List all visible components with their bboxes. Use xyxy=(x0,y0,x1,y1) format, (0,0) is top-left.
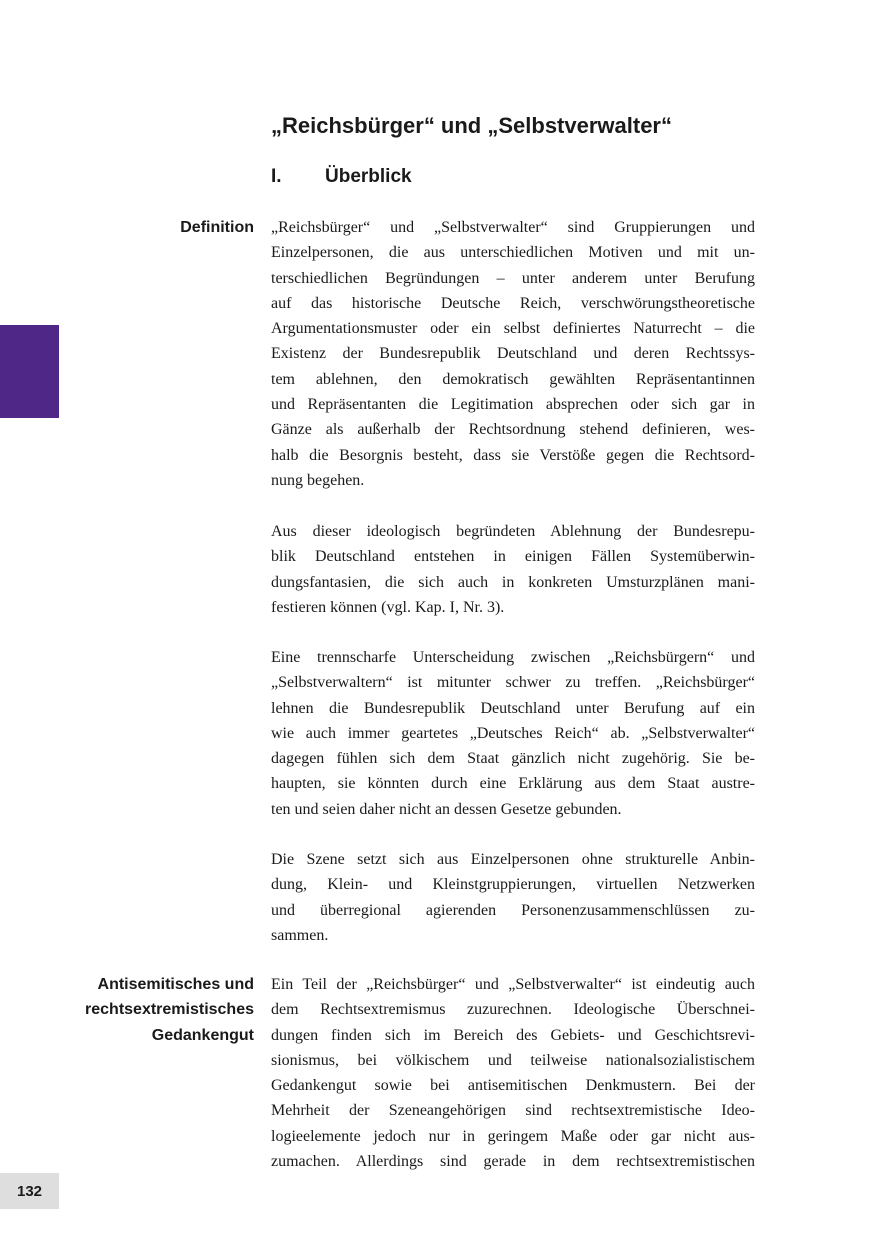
section-title: Überblick xyxy=(325,166,412,187)
margin-label-definition: Definition xyxy=(180,219,254,236)
paragraph-scene: Die Szene setzt sich aus Einzelpersonen ohne strukturelle Anbin- dung, Klein- und Kleinstgruppierungen, virtuellen Netzwerken und überregional agierenden Personenzusammenschlüssen zu- sammen. xyxy=(271,851,755,944)
paragraph-ideology: Aus dieser ideologisch begründeten Ablehnung der Bundesrepu- blik Deutschland entstehen in einigen Fällen Systemüberwin- dungsfantasien, die sich auch in konkreten Umsturzplänen mani- festieren können (vgl. Kap. I, Nr. 3). xyxy=(271,523,755,616)
paragraph-definition: „Reichsbürger“ und „Selbstverwalter“ sind Gruppierungen und Einzelpersonen, die aus unterschiedlichen Motiven und mit un- terschiedlichen Begründungen – unter anderem unter Berufung auf das historische Deutsche Reich, verschwörungstheoretische Argumentationsmuster oder ein selbst definiertes Naturrecht – die Existenz der Bundesrepublik Deutschland und deren Rechtssys- tem ablehnen, den demokratisch gewählten Repräsentantinnen und Repräsentanten die Legitimation absprechen oder sich gar in Gänze als außerhalb der Rechtsordnung stehend definieren, wes- halb die Besorgnis besteht, dass sie Verstöße gegen die Rechtsord- nung begehen. xyxy=(271,219,755,489)
section-number: I. xyxy=(271,166,282,187)
margin-label-antisemitism: Antisemitisches und rechtsextremistisches Gedankengut xyxy=(85,976,254,1044)
paragraph-distinction: Eine trennscharfe Unterscheidung zwischen „Reichsbürgern“ und „Selbstverwaltern“ ist mitunter schwer zu treffen. „Reichsbürger“ lehnen die Bundesrepublik Deutschland unter Berufung auf ein wie auch immer geartetes „Deutsches Reich“ ab. „Selbstverwalter“ dagegen fühlen sich dem Staat gänzlich nicht zugehörig. Sie be- haupten, sie könnten durch eine Erklärung aus dem Staat austre- ten und seien daher nicht an dessen Gesetze gebunden. xyxy=(271,649,755,818)
section-heading xyxy=(271,164,412,190)
page-number: 132 xyxy=(0,1173,59,1209)
chapter-title: „Reichsbürger“ und „Selbstverwalter“ xyxy=(271,113,672,138)
paragraph-right-wing-extremism: Ein Teil der „Reichsbürger“ und „Selbstverwalter“ ist eindeutig auch dem Rechtsextremismus zuzurechnen. Ideologische Überschnei- dungen finden sich im Bereich des Gebiets- und Geschichtsrevi- sionismus, bei völkischem und teilweise nationalsozialistischem Gedankengut sowie bei antisemitischen Denkmustern. Bei der Mehrheit der Szeneangehörigen sind rechtsextremistische Ideo- logieelemente jedoch nur in geringem Maße oder gar nicht aus- zumachen. Allerdings sind gerade in dem rechtsextremistischen xyxy=(271,976,755,1171)
chapter-color-tab xyxy=(0,325,59,418)
